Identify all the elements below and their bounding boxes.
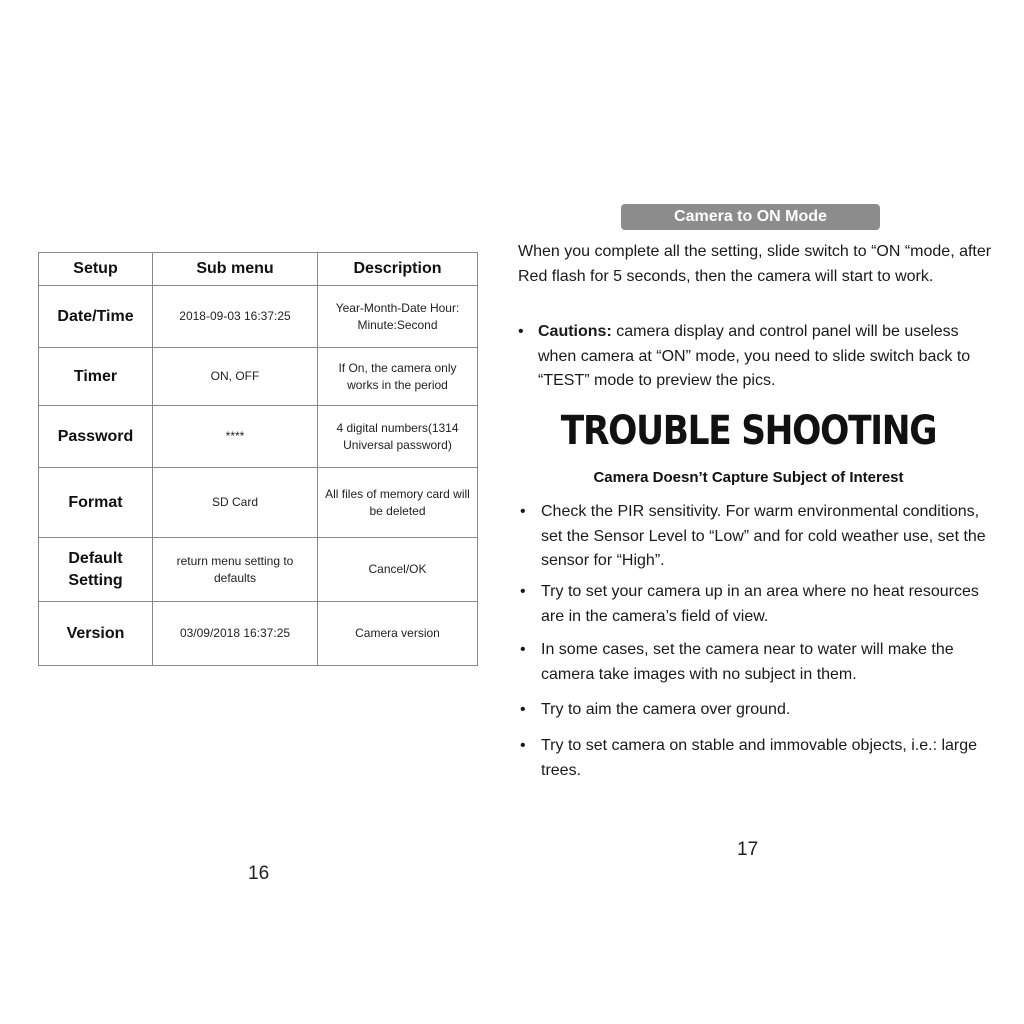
bullet-icon: • [518, 323, 524, 340]
table-row [39, 286, 478, 348]
cell-setup: Date/Time [39, 286, 153, 348]
tip-text: Check the PIR sensitivity. For warm environmental conditions, set the Sensor Level to “Low” and for cold weather use, set the sensor for “High”. [541, 503, 986, 569]
table-row [39, 538, 478, 602]
section-title: TROUBLE SHOOTING [560, 408, 937, 454]
table-row [39, 406, 478, 468]
cell-setup: Format [39, 468, 153, 538]
cell-description: All files of memory card will be deleted [318, 468, 478, 538]
cell-setup: Timer [39, 348, 153, 406]
intro-paragraph: When you complete all the setting, slide switch to “ON “mode, after Red flash for 5 seconds, then the camera will start to work. [518, 243, 992, 285]
cell-sub-menu: 03/09/2018 16:37:25 [153, 602, 318, 666]
cell-description: Year-Month-Date Hour: Minute:Second [318, 286, 478, 348]
bullet-icon: • [520, 737, 526, 754]
caution-label: Cautions: [538, 323, 612, 340]
bullet-icon: • [520, 583, 526, 600]
cell-sub-menu: **** [153, 406, 318, 468]
right-page [500, 0, 1024, 1024]
page-number-left: 16 [248, 863, 270, 884]
left-page [0, 0, 500, 1024]
bullet-icon: • [520, 503, 526, 520]
cell-setup: Version [39, 602, 153, 666]
cell-setup: Default Setting [39, 538, 153, 602]
bullet-icon: • [520, 641, 526, 658]
cell-description: 4 digital numbers(1314 Universal password) [318, 406, 478, 468]
tip-text: In some cases, set the camera near to water will make the camera take images with no subject in them. [541, 641, 954, 683]
cell-sub-menu: SD Card [153, 468, 318, 538]
tip-text: Try to aim the camera over ground. [541, 701, 791, 718]
table-row [39, 468, 478, 538]
cell-sub-menu: return menu setting to defaults [153, 538, 318, 602]
section-banner: Camera to ON Mode [621, 204, 880, 230]
bullet-icon: • [520, 701, 526, 718]
header-sub-menu: Sub menu [153, 253, 318, 286]
header-description: Description [318, 253, 478, 286]
settings-table [38, 252, 478, 666]
section-subtitle: Camera Doesn’t Capture Subject of Interest [593, 469, 904, 486]
cell-setup: Password [39, 406, 153, 468]
tip-text: Try to set camera on stable and immovable objects, i.e.: large trees. [541, 737, 978, 779]
tip-text: Try to set your camera up in an area where no heat resources are in the camera’s field of view. [541, 583, 979, 625]
cell-description: Camera version [318, 602, 478, 666]
list-item [520, 500, 990, 574]
table-row [39, 602, 478, 666]
caution-row [518, 320, 988, 394]
cell-description: If On, the camera only works in the period [318, 348, 478, 406]
table-header-row [39, 253, 478, 286]
caution-note [518, 320, 988, 394]
list-item [520, 580, 990, 629]
page-number-right: 17 [737, 839, 759, 860]
cell-sub-menu: ON, OFF [153, 348, 318, 406]
caution-text: camera display and control panel will be useless when camera at “ON” mode, you need to slide switch back to “TEST” mode to preview the pics. [538, 323, 971, 389]
table-row [39, 348, 478, 406]
list-item [520, 638, 990, 687]
cell-sub-menu: 2018-09-03 16:37:25 [153, 286, 318, 348]
list-item [520, 698, 990, 723]
header-setup: Setup [39, 253, 153, 286]
list-item [520, 734, 990, 783]
cell-description: Cancel/OK [318, 538, 478, 602]
